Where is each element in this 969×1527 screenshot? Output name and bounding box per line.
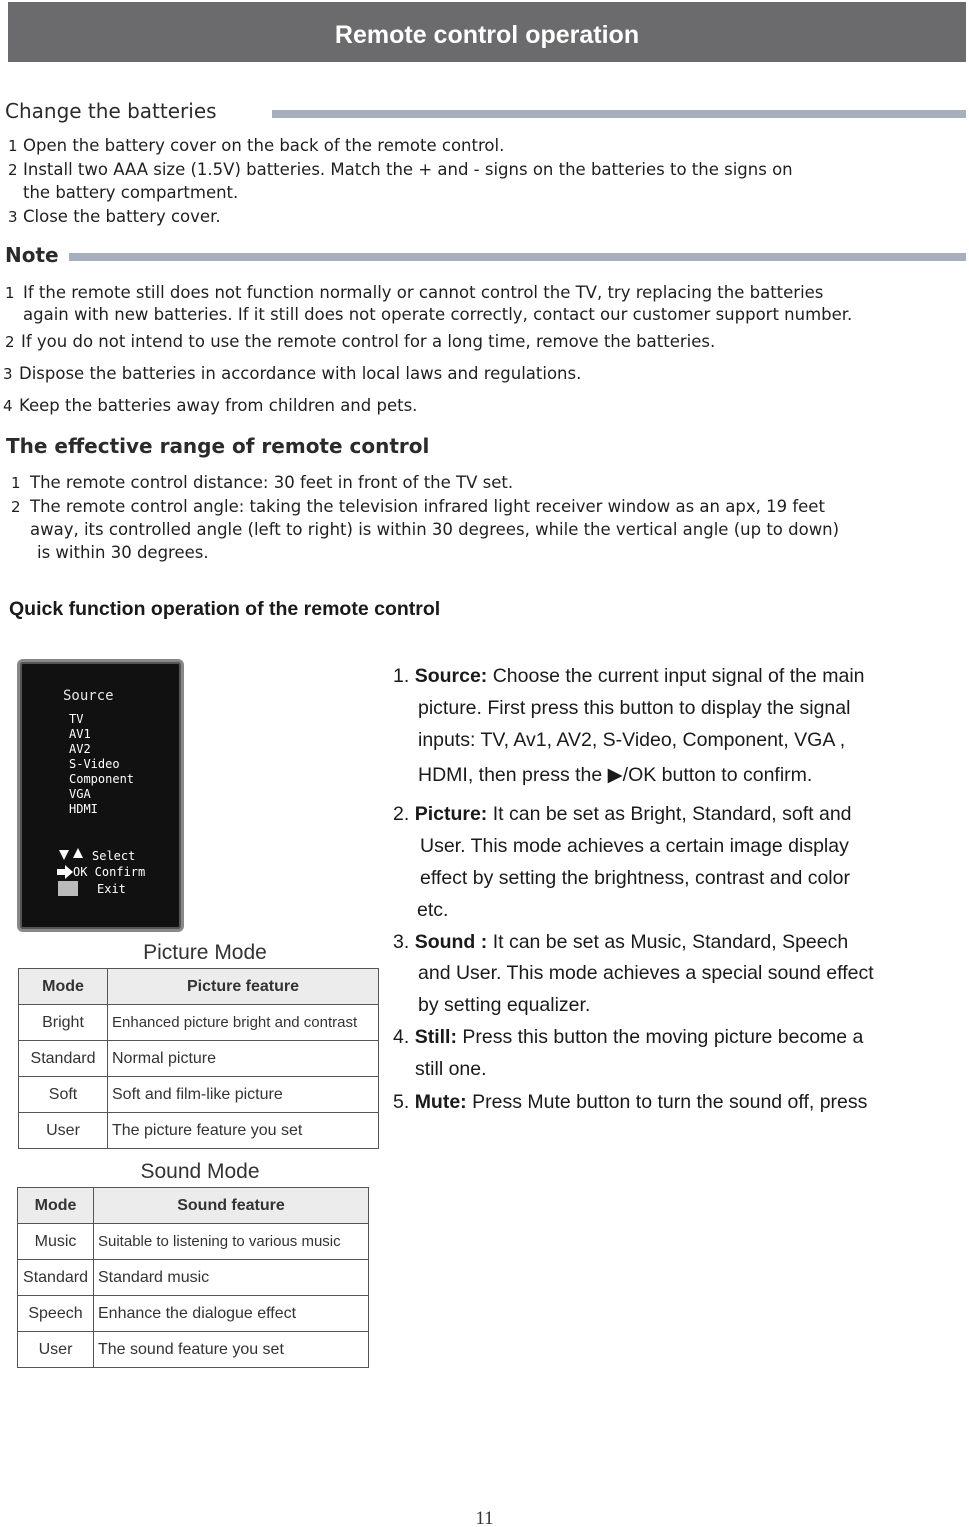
range-item-text: The remote control distance: 30 feet in front of the TV set. (30, 473, 514, 492)
table-cell: User (19, 1113, 108, 1149)
quick-item-still (393, 1026, 863, 1049)
osd-hint-exit: Exit (97, 882, 126, 896)
batteries-item-number: 1 (8, 137, 18, 155)
note-item-text: Keep the batteries away from children and pets. (19, 396, 418, 415)
table-cell: Standard music (94, 1260, 369, 1296)
exit-icon (58, 881, 78, 896)
quick-item-label: Source: (414, 665, 488, 687)
quick-item-picture (393, 803, 852, 826)
table-cell: Standard (19, 1041, 108, 1077)
note-section-title: Note (5, 243, 59, 267)
batteries-section-title: Change the batteries (5, 99, 217, 123)
osd-hint-confirm: OK Confirm (73, 865, 146, 879)
osd-menu-title: Source (63, 688, 114, 704)
right-arrow-icon (57, 865, 73, 879)
quick-item-text: and User. This mode achieves a special sound effect (418, 962, 874, 984)
quick-item-source (393, 665, 865, 688)
batteries-item-text: Open the battery cover on the back of the remote control. (23, 136, 505, 155)
note-item-text: If you do not intend to use the remote control for a long time, remove the batteries. (21, 332, 716, 351)
osd-menu-item: TV (69, 712, 84, 726)
sound-mode-table (17, 1187, 369, 1368)
quick-item-text: inputs: TV, Av1, AV2, S-Video, Component, VGA , (418, 729, 846, 751)
quick-item-number: 1. (393, 665, 410, 687)
range-item-text: The remote control angle: taking the television infrared light receiver window as an apx, 19 feet (30, 497, 825, 516)
table-row (19, 1077, 379, 1113)
quick-item-text: HDMI, then press the ▶/OK button to confirm. (418, 764, 813, 786)
range-item-number: 2 (11, 498, 21, 516)
note-item-text: If the remote still does not function normally or cannot control the TV, try replacing the batteries (23, 283, 824, 302)
batteries-item-text: the battery compartment. (23, 183, 239, 202)
osd-menu-item: Component (69, 772, 135, 786)
quick-item-text: still one. (415, 1058, 487, 1080)
sound-mode-title: Sound Mode (140, 1160, 260, 1183)
osd-menu-item: VGA (69, 787, 91, 801)
quick-item-label: Picture: (414, 803, 488, 825)
table-cell: Speech (18, 1296, 94, 1332)
batteries-item-text: Install two AAA size (1.5V) batteries. Match the + and - signs on the batteries to the signs on (23, 160, 793, 179)
table-cell: Standard (18, 1260, 94, 1296)
page-number: 11 (475, 1508, 494, 1527)
table-header-row (18, 1188, 369, 1224)
page-title: Remote control operation (334, 21, 640, 49)
table-cell: Normal picture (108, 1041, 379, 1077)
table-header-row (19, 969, 379, 1005)
range-section-title: The effective range of remote control (6, 434, 430, 458)
quick-item-label: Mute: (414, 1091, 467, 1113)
table-cell: The picture feature you set (108, 1113, 379, 1149)
table-header-cell: Picture feature (108, 969, 379, 1005)
table-row (18, 1224, 369, 1260)
range-item-text: is within 30 degrees. (37, 543, 209, 562)
note-item-number: 4 (3, 397, 13, 415)
table-header-cell: Mode (19, 969, 108, 1005)
table-header-cell: Mode (18, 1188, 94, 1224)
note-item-text: Dispose the batteries in accordance with local laws and regulations. (19, 364, 582, 383)
table-row (19, 1005, 379, 1041)
table-row (18, 1296, 369, 1332)
table-row (18, 1260, 369, 1296)
quick-item-label: Sound : (414, 931, 488, 953)
batteries-title-rule (272, 110, 966, 118)
note-item-text: again with new batteries. If it still does not operate correctly, contact our customer support number. (23, 305, 853, 324)
quick-item-text: by setting equalizer. (418, 994, 591, 1016)
table-cell: Suitable to listening to various music (94, 1224, 369, 1260)
table-cell: Music (18, 1224, 94, 1260)
table-cell: Enhanced picture bright and contrast (108, 1005, 379, 1041)
note-title-rule (69, 253, 966, 261)
table-cell: Soft (19, 1077, 108, 1113)
quick-item-text: etc. (417, 899, 449, 921)
range-item-text: away, its controlled angle (left to right) is within 30 degrees, while the vertical angle (up to down) (30, 520, 840, 539)
quick-item-number: 3. (393, 931, 410, 953)
note-item-number: 3 (3, 365, 13, 383)
quick-item-text: Press this button the moving picture become a (462, 1026, 864, 1048)
quick-item-text: picture. First press this button to display the signal (418, 697, 851, 719)
quick-item-label: Still: (414, 1026, 457, 1048)
quick-item-text: It can be set as Bright, Standard, soft and (492, 803, 852, 825)
quick-section-title: Quick function operation of the remote control (9, 598, 441, 620)
up-down-arrows-icon (57, 846, 85, 862)
table-header-cell: Sound feature (94, 1188, 369, 1224)
table-row (18, 1332, 369, 1368)
table-cell: The sound feature you set (94, 1332, 369, 1368)
osd-menu-item: HDMI (69, 802, 98, 816)
table-cell: Enhance the dialogue effect (94, 1296, 369, 1332)
range-item-number: 1 (11, 474, 21, 492)
osd-hint-select: Select (92, 849, 136, 863)
quick-item-number: 4. (393, 1026, 410, 1048)
table-row (19, 1113, 379, 1149)
quick-item-text: effect by setting the brightness, contrast and color (420, 867, 850, 889)
picture-mode-title: Picture Mode (143, 941, 267, 964)
batteries-item-number: 2 (8, 161, 18, 179)
batteries-item-number: 3 (8, 208, 18, 226)
osd-menu-item: S-Video (69, 757, 120, 771)
quick-item-text: It can be set as Music, Standard, Speech (492, 931, 849, 953)
table-cell: User (18, 1332, 94, 1368)
quick-item-mute (393, 1091, 867, 1114)
osd-menu-item: AV1 (69, 727, 91, 741)
table-cell: Soft and film-like picture (108, 1077, 379, 1113)
note-item-number: 1 (5, 284, 15, 302)
quick-item-number: 5. (393, 1091, 410, 1113)
note-item-number: 2 (5, 333, 15, 351)
picture-mode-table (18, 968, 379, 1149)
osd-menu-item: AV2 (69, 742, 91, 756)
table-row (19, 1041, 379, 1077)
quick-item-text: Choose the current input signal of the main (492, 665, 865, 687)
quick-item-text: User. This mode achieves a certain image display (420, 835, 849, 857)
quick-item-number: 2. (393, 803, 410, 825)
table-cell: Bright (19, 1005, 108, 1041)
batteries-item-text: Close the battery cover. (23, 207, 221, 226)
quick-item-text: Press Mute button to turn the sound off, press (472, 1091, 868, 1113)
quick-item-sound (393, 931, 848, 954)
